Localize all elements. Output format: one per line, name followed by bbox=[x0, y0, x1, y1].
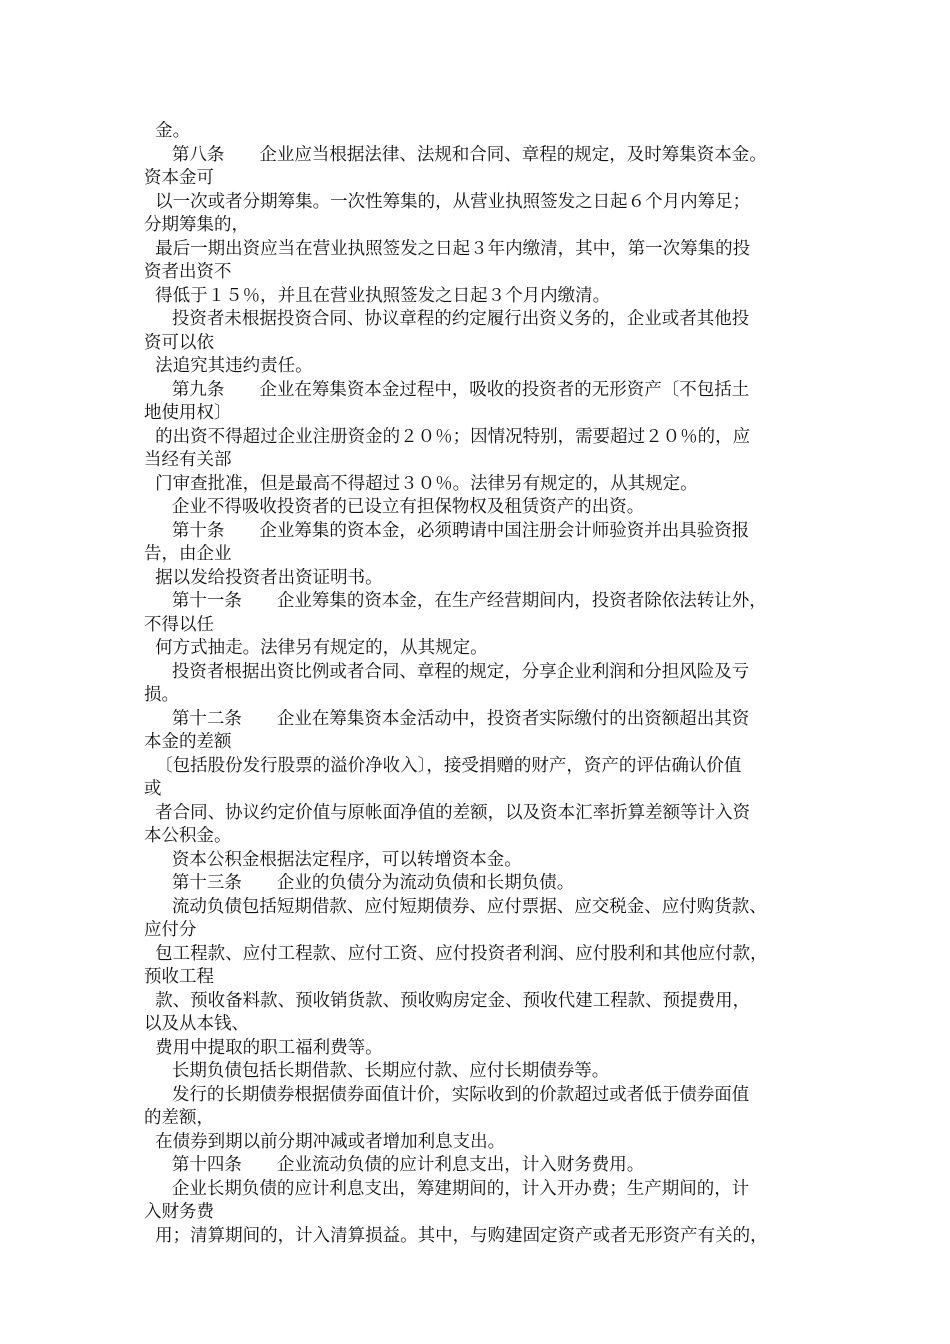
text-line: 据以发给投资者出资证明书。 bbox=[144, 567, 383, 588]
text-line: 不得以任 bbox=[144, 614, 214, 635]
text-line: 本金的差额 bbox=[144, 732, 232, 752]
text-line: 第十条 企业筹集的资本金，必须聘请中国注册会计师验资并出具验资报 bbox=[144, 520, 750, 541]
text-line: 资本金可 bbox=[144, 168, 214, 188]
text-line: 当经有关部 bbox=[144, 450, 232, 470]
text-line: 在债券到期以前分期冲减或者增加利息支出。 bbox=[144, 1131, 506, 1152]
text-line: 企业长期负债的应计利息支出，筹建期间的，计入开办费；生产期间的，计 bbox=[144, 1178, 750, 1199]
text-line: 得低于１５％，并且在营业执照签发之日起３个月内缴清。 bbox=[144, 285, 611, 306]
text-line: 预收工程 bbox=[144, 967, 214, 987]
text-line: 何方式抽走。法律另有规定的，从其规定。 bbox=[144, 638, 488, 658]
text-line: 门审查批准，但是最高不得超过３０％。法律另有规定的，从其规定。 bbox=[144, 473, 698, 494]
text-line: 告，由企业 bbox=[144, 544, 232, 564]
text-line: 的出资不得超过企业注册资金的２０％；因情况特别，需要超过２０％的，应 bbox=[144, 426, 751, 447]
text-line: 第十四条 企业流动负债的应计利息支出，计入财务费用。 bbox=[144, 1155, 645, 1175]
text-line: 以及从本钱、 bbox=[144, 1014, 249, 1034]
text-line: 投资者未根据投资合同、协议章程的约定履行出资义务的，企业或者其他投 bbox=[144, 309, 750, 329]
text-line: 第八条 企业应当根据法律、法规和合同、章程的规定，及时筹集资本金。 bbox=[144, 144, 767, 165]
text-line: 第九条 企业在筹集资本金过程中，吸收的投资者的无形资产〔不包括土 bbox=[144, 379, 750, 400]
text-line: 流动负债包括短期借款、应付短期债券、应付票据、应交税金、应付购货款、 bbox=[144, 896, 767, 917]
text-line: 应付分 bbox=[144, 920, 197, 940]
text-line: 损。 bbox=[144, 685, 179, 705]
text-line: 最后一期出资应当在营业执照签发之日起３年内缴清，其中，第一次筹集的投 bbox=[144, 238, 751, 259]
text-line: 资可以依 bbox=[144, 332, 214, 353]
text-line: 资者出资不 bbox=[144, 262, 232, 282]
text-line: 费用中提取的职工福利费等。 bbox=[144, 1037, 383, 1058]
text-line: 发行的长期债券根据债券面值计价，实际收到的价款超过或者低于债券面值 bbox=[144, 1084, 750, 1105]
text-line: 〔包括股份发行股票的溢价净收入〕，接受捐赠的财产，资产的评估确认价值 bbox=[144, 755, 742, 776]
text-line: 投资者根据出资比例或者合同、章程的规定，分享企业利润和分担风险及亏 bbox=[144, 661, 750, 682]
text-line: 的差额， bbox=[144, 1108, 214, 1128]
text-line: 者合同、协议约定价值与原帐面净值的差额，以及资本汇率折算差额等计入资 bbox=[144, 802, 751, 823]
text-line: 入财务费 bbox=[144, 1202, 214, 1222]
text-line: 地使用权〕 bbox=[144, 403, 232, 423]
text-line: 以一次或者分期筹集。一次性筹集的，从营业执照签发之日起６个月内筹足； bbox=[144, 191, 751, 212]
text-line: 款、预收备料款、预收销货款、预收购房定金、预收代建工程款、预提费用， bbox=[144, 990, 751, 1011]
text-line: 法追究其违约责任。 bbox=[144, 356, 313, 376]
text-line: 第十一条 企业筹集的资本金，在生产经营期间内，投资者除依法转让外， bbox=[144, 591, 767, 611]
document-body bbox=[144, 120, 834, 1248]
text-line: 第十二条 企业在筹集资本金活动中，投资者实际缴付的出资额超出其资 bbox=[144, 708, 750, 729]
text-line: 长期负债包括长期借款、长期应付款、应付长期债券等。 bbox=[144, 1061, 610, 1081]
text-line: 包工程款、应付工程款、应付工资、应付投资者利润、应付股利和其他应付款， bbox=[144, 943, 768, 964]
text-line: 分期筹集的， bbox=[144, 215, 249, 235]
text-line: 资本公积金根据法定程序，可以转增资本金。 bbox=[144, 849, 522, 870]
text-line: 金。 bbox=[144, 121, 191, 141]
text-line: 第十三条 企业的负债分为流动负债和长期负债。 bbox=[144, 873, 575, 893]
text-line: 或 bbox=[144, 779, 162, 799]
text-line: 企业不得吸收投资者的已设立有担保物权及租赁资产的出资。 bbox=[144, 497, 645, 517]
text-line: 本公积金。 bbox=[144, 826, 232, 846]
text-line: 用；清算期间的，计入清算损益。其中，与购建固定资产或者无形资产有关的， bbox=[144, 1225, 768, 1246]
